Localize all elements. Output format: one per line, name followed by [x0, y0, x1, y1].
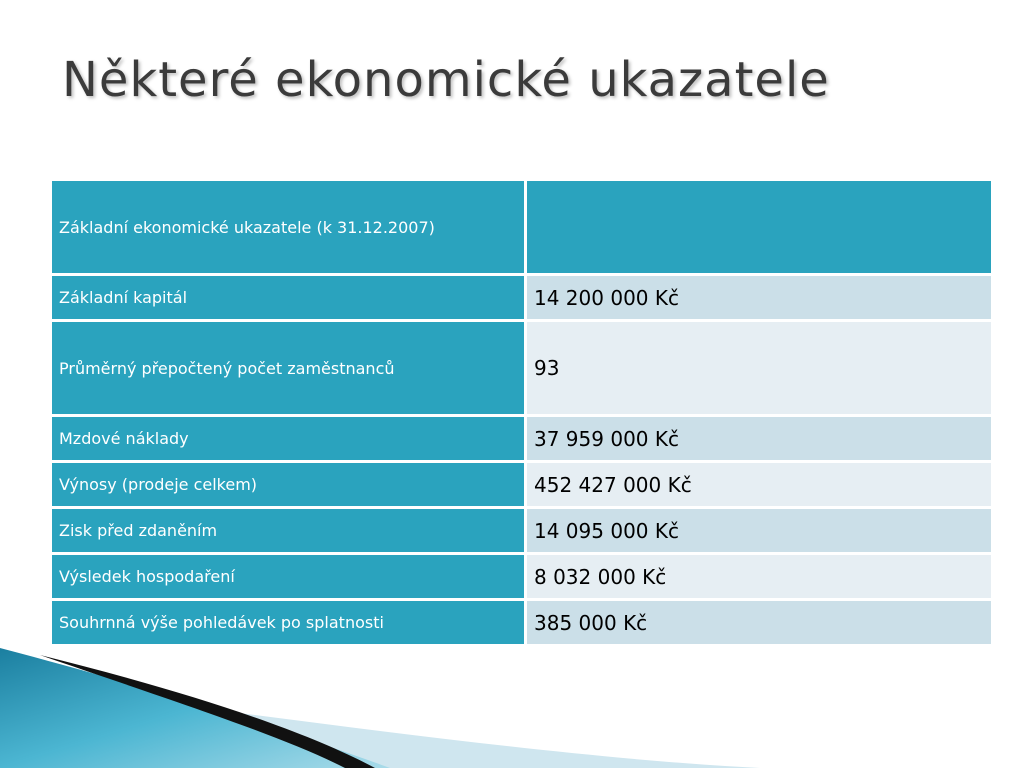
indicator-label: Výnosy (prodeje celkem)	[52, 463, 524, 506]
indicator-value: 452 427 000 Kč	[527, 463, 991, 506]
header-label-cell: Základní ekonomické ukazatele (k 31.12.2007)	[52, 181, 524, 273]
indicator-label: Průměrný přepočtený počet zaměstnanců	[52, 322, 524, 414]
indicator-value: 14 200 000 Kč	[527, 276, 991, 319]
indicator-label: Výsledek hospodaření	[52, 555, 524, 598]
indicator-value: 8 032 000 Kč	[527, 555, 991, 598]
slide-title: Některé ekonomické ukazatele	[62, 52, 830, 108]
indicator-value: 93	[527, 322, 991, 414]
indicator-value: 37 959 000 Kč	[527, 417, 991, 460]
indicator-label: Souhrnná výše pohledávek po splatnosti	[52, 601, 524, 644]
indicator-label: Mzdové náklady	[52, 417, 524, 460]
indicator-value: 385 000 Kč	[527, 601, 991, 644]
indicator-label: Zisk před zdaněním	[52, 509, 524, 552]
indicator-value: 14 095 000 Kč	[527, 509, 991, 552]
indicator-label: Základní kapitál	[52, 276, 524, 319]
